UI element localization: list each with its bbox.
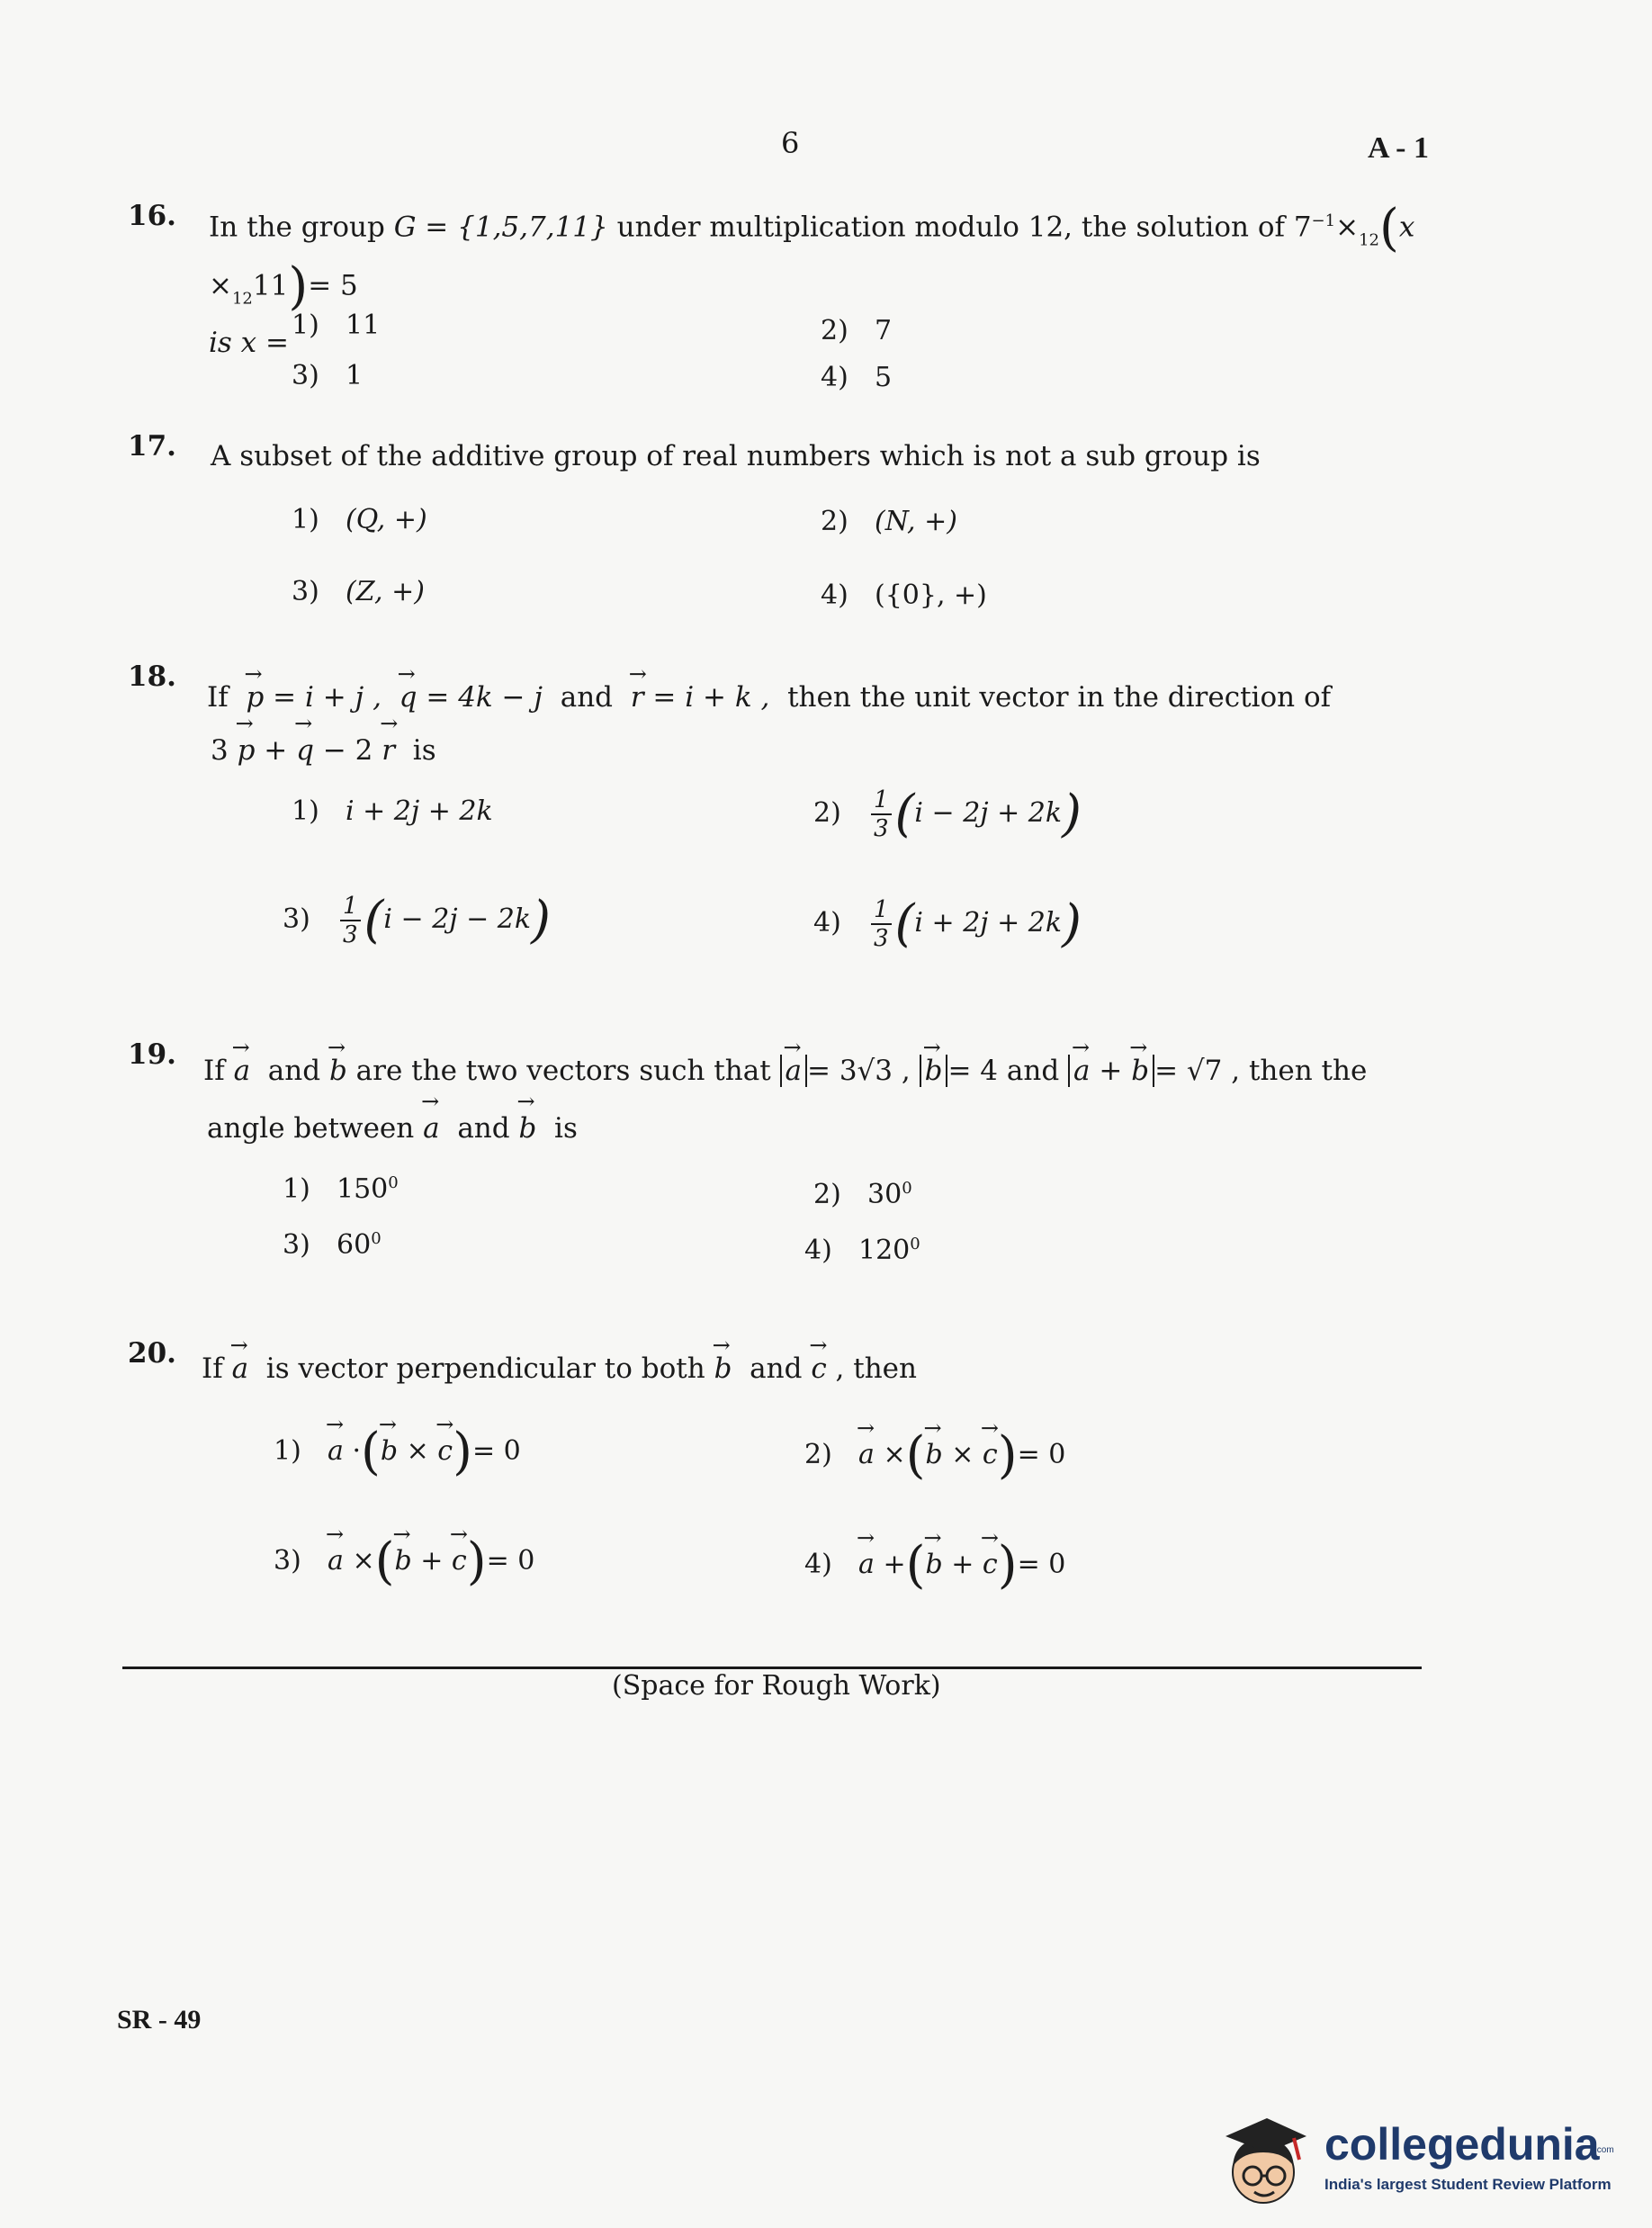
- booklet-code: SR - 49: [117, 2005, 202, 2035]
- option-2[interactable]: 2) (N, +): [821, 506, 957, 537]
- option-2[interactable]: 2) $30^0$: [813, 1179, 912, 1210]
- option-4[interactable]: 4) ({0}, +): [821, 579, 987, 611]
- question-20: [128, 1337, 1531, 1643]
- option-4[interactable]: 4) $\frac{1}{3}$ (i + 2j + 2k): [813, 894, 1082, 953]
- question-line2: angle between → a and → b is: [207, 1107, 578, 1145]
- group-definition: G = {1,5,7,11}: [393, 211, 608, 244]
- question-text: If → a is vector perpendicular to both → b and → c , then: [202, 1337, 1533, 1395]
- question-line2: 3 → p + → q − 2 → r is: [211, 729, 436, 767]
- option-4[interactable]: 4) 5: [821, 362, 893, 393]
- question-number: 16.: [128, 200, 176, 232]
- option-1[interactable]: 1) i + 2j + 2k: [292, 795, 493, 827]
- option-1[interactable]: 1) 11: [292, 310, 381, 341]
- paper-code: A - 1: [1368, 131, 1429, 165]
- option-3[interactable]: 3) $\frac{1}{3}$ (i − 2j − 2k): [283, 891, 551, 949]
- question-number: 18.: [128, 660, 176, 693]
- option-3[interactable]: 3) $60^0$: [283, 1229, 382, 1261]
- option-2[interactable]: 2) $\frac{1}{3}$ (i − 2j + 2k): [813, 785, 1082, 843]
- mascot-icon: [1217, 2113, 1315, 2212]
- option-4[interactable]: 4)→ a +(→ b + → c)= 0: [804, 1541, 1065, 1591]
- brand-name: collegedunia: [1324, 2119, 1600, 2170]
- option-3[interactable]: 3)→ a ×(→ b + → c)= 0: [274, 1537, 534, 1587]
- divider-line: [122, 1667, 1422, 1669]
- question-text: If → a and → b are the two vectors such that → a = 3√3 , → b = 4 and → a + → b = √7 , then the: [203, 1038, 1535, 1098]
- question-17: [128, 430, 1531, 637]
- option-1[interactable]: 1) $150^0$: [283, 1173, 399, 1205]
- question-number: 17.: [128, 430, 176, 463]
- question-16: [128, 200, 1531, 416]
- option-2[interactable]: 2)→ a ×(→ b × → c)= 0: [804, 1431, 1065, 1481]
- option-3[interactable]: 3) 1: [292, 360, 364, 391]
- brand-tagline: India's largest Student Review Platform: [1324, 2176, 1612, 2193]
- question-text: A subset of the additive group of real numbers which is not a sub group is: [211, 440, 1261, 472]
- brand-domain: .com: [1594, 2145, 1614, 2155]
- question-text: In the group G = {1,5,7,11} under multiplication modulo 12, the solution of $7^{-1}\times_{12}(x \times_{12}11)= 5$ is x =: [209, 198, 1415, 359]
- page-number: 6: [781, 126, 800, 160]
- option-3[interactable]: 3) (Z, +): [292, 576, 425, 607]
- option-1[interactable]: 1)→ a ·(→ b × → c)= 0: [274, 1427, 521, 1478]
- option-4[interactable]: 4) $120^0$: [804, 1235, 920, 1266]
- collegedunia-logo[interactable]: [1217, 2113, 1612, 2212]
- option-1[interactable]: 1) (Q, +): [292, 504, 427, 535]
- rough-work-label: (Space for Rough Work): [612, 1670, 941, 1702]
- question-18: [128, 660, 1531, 1002]
- question-number: 20.: [128, 1337, 176, 1370]
- question-number: 19.: [128, 1038, 176, 1071]
- question-19: [128, 1038, 1531, 1290]
- option-2[interactable]: 2) 7: [821, 315, 893, 346]
- question-line2: is x =: [209, 326, 289, 359]
- question-text: If → p = i + j , → q = 4k − j and → r = i + k , then the unit vector in the direction of: [207, 660, 1539, 729]
